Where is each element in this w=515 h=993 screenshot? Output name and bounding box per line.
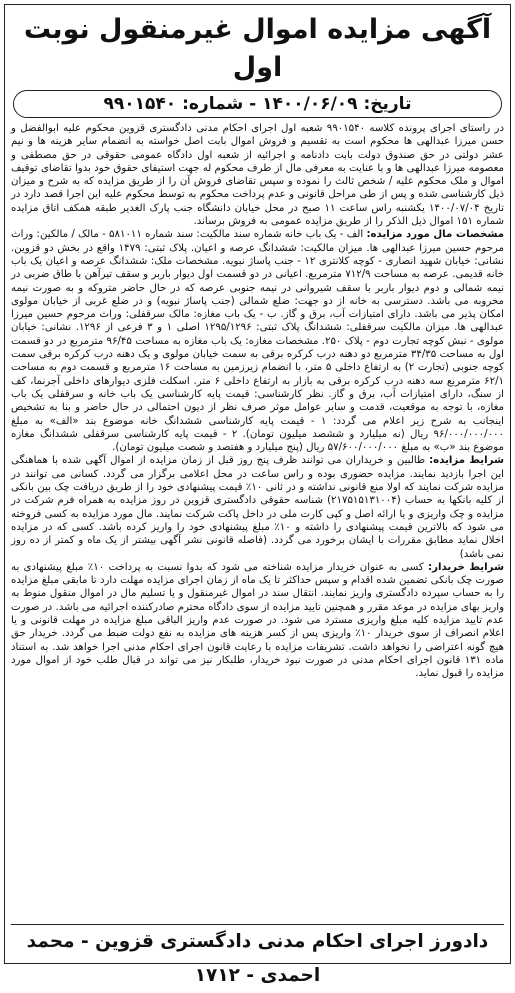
specs-paragraph xyxy=(11,228,504,454)
buyer-text: کسی به عنوان خریدار مزایده شناخته می شود که بدوا نسبت به پرداخت ۱۰٪ مبلغ پیشنهادی به صورت چک بانکی تضمین شده اقدام و سپس حداکثر تا یک ماه از زمان اجرای مزایده مهلت دارد تا مابقی مبلغ مزایده را به حساب سپرده دادگستری واریز نمایند. انتقال سند در اموال غیرمنقول و یا تسلیم مال در اموال منقول منوط به واریز بهای مزایده در موعد مقرر و همچنین تایید مزایده از سوی دادگاه محترم صادرکننده اجرائیه می باشد. در صورت عدم تایید مزایده کلیه مبلغ واریزی مسترد می شود. در صورت عدم واریز الباقی مبلغ مزایده در مهلت قانونی و یا اعلام انصراف از سوی خریدار ۱۰٪ واریزی پس از کسر هزینه های مزایده به نفع دولت ضبط می گردد. خریدار حق هیچ گونه اعتراضی را نخواهد داشت. تشریفات مزایده با رعایت قانون اجرای احکام مدنی اجرا خواهد شد. به استناد ماده ۱۳۱ قانون اجرای احکام مدنی در صورت نبود خریدار، طلبکار نیز می تواند در قبال طلب خود از اموال مورد مزایده را قبول نماید. xyxy=(11,561,504,680)
buyer-heading: شرایط خریدار: xyxy=(428,561,504,573)
terms-heading: شرایط مزایده: xyxy=(429,455,504,467)
intro-paragraph: در راستای اجرای پرونده کلاسه ۹۹۰۱۵۴۰ شعبه اول اجرای احکام مدنی دادگستری قزوین محکوم علیه ابوالفضل و حسن میرزا عبدالهی ها محکوم است به تقسیم و فروش اموال بابت اصل خواسته به انضمام سایر هزینه ها و نیم عشر دولتی در حق صندوق دولت بابت دادنامه و اجرائیه از شعبه اول دادگاه عمومی حقوقی در حق مصطفی و معصومه میرزا عبدالهی ها و با عنایت به معرفی مال از طرف محکوم له جهت استیفای حقوق خود بدوا تقاضای توقیف اموال و ملک محکوم علیه / شخص ثالث را نموده و سپس تقاضای فروش آن را از طریق مزایده که به شرح و میزان ذیل کارشناسی شده و پس از طی مراحل قانونی و عدم پرداخت محکوم به توسط محکوم علیه این اجرا قصد دارد در تاریخ ۱۴۰۰/۰۷/۰۴ یکشنبه راس ساعت ۱۱ صبح در محل خیابان دانشگاه جنب پارک الغدیر طبقه همکف اتاق مزایده شماره ۱۵۱ اموال ذیل الذکر را از طریق مزایده عمومی به فروش برساند. xyxy=(11,123,504,228)
specs-text: الف - یک باب خانه شماره سند مالکیت: سند شماره ۵۸۱۰۱۱ - مالک / مالکین: وراث مرحوم حسین میرزا عبدالهی ها. میزان مالکیت: ششدانگ عرصه و اعیان. پلاک ثبتی: ۱۴۷۹ واقع در بخش دو قزوین. نشانی: خیابان شهید انصاری - کوچه کلانتری ۱۲ - جنب پاساژ نبویه. مشخصات ملک: ششدانگ عرصه و اعیان یک باب خانه قدیمی. عرصه به مساحت ۷۱۲/۹ مترمربع. اعیانی در دو قسمت اول دیوار باربر و سقف تیرآهن با طاق ضربی در نیمه شمالی و دوم دیوار باربر با سقف شیروانی در نیمه جنوبی عرصه که در حال حاضر متروکه و به صورت نیمه مخروبه می باشد. دسترسی به خانه از دو جهت: ضلع شمالی (جنب پاساژ نبویه) و در ضلع غربی از خیابان مولوی امکان پذیر می باشد. دارای امتیازات آب، برق و گاز. ب - یک باب مغازه: مالک سرقفلی: وراث مرحوم حسین میرزا عبدالهی ها. میزان مالکیت سرقفلی: ششدانگ پلاک ثبتی: ۱۲۹۵/۱۲۹۶ اصلی ۱ و ۳ فرعی از ۱۲۹۶. نشانی: خیابان مولوی - نبش کوچه تجارت دوم - پلاک ۲۵۰. مشخصات مغازه: یک باب مغازه به مساحت ۹۶/۴۵ مترمربع در دو قسمت اول به مساحت ۳۴/۳۵ مترمربع دو دهنه درب کرکره برقی به سمت خیابان مولوی و یک دهنه درب کرکره برقی سمت کوچه جنوبی (تجارت ۲) به ارتفاع داخلی ۵ متر، با انضمام زیرزمین به مساحت ۱۶ مترمربع و قسمت دوم به مساحت ۶۲/۱ مترمربع سه دهنه درب کرکره برقی به بازار به ارتفاع داخلی ۶ متر. اسکلت فلزی دیوارهای داخلی آجرنما، کف از سنگ، دارای امتیازات آب، برق و گاز. نظر کارشناسی: قیمت پایه کارشناسی یک باب خانه و سرقفلی یک باب مغازه، با توجه به موقعیت، قدمت و سایر عوامل موثر صرف نظر از دیون احتمالی در حال حاضر و بنا به تشخیص اینجانب به شرح زیر اعلام می گردد: ۱ - قیمت پایه کارشناسی ششدانگ خانه موضوع بند «الف» به مبلغ ۹۶/۰۰۰/۰۰۰/۰۰۰ ریال (نه میلیارد و ششصد میلیون تومان). ۲ - قیمت پایه کارشناسی سرقفلی ششدانگ مغازه موضوع بند «ب» به مبلغ ۵۷/۶۰۰/۰۰۰/۰۰۰ ریال (پنج میلیارد و هفتصد و شصت میلیون تومان). xyxy=(11,229,505,454)
date-number-bar: تاریخ: ۱۴۰۰/۰۶/۰۹ - شماره: ۹۹۰۱۵۴۰ xyxy=(13,90,502,118)
notice-body xyxy=(11,122,504,680)
specs-heading: مشخصات مال مورد مزایده: xyxy=(366,229,505,241)
buyer-paragraph xyxy=(11,561,504,681)
notice-title: آگهی مزایده اموال غیرمنقول نوبت اول xyxy=(23,14,492,83)
signature-footer: دادورز اجرای احکام مدنی دادگستری قزوین - محمد احمدی - ۱۷۱۲ xyxy=(11,924,504,959)
terms-paragraph xyxy=(11,454,504,560)
auction-notice xyxy=(4,4,511,986)
terms-text: طالبین و خریداران می توانند ظرف پنج روز قبل از زمان مزایده از اموال آگهی شده با هماهنگی این اجرا بازدید نمایند. مزایده حضوری بوده و راس ساعت در محل اعلامی برگزار می گردد. کسانی می توانند در مزایده شرکت نمایند که اولا منع قانونی نداشته و در ثانی ۱۰٪ قیمت پیشنهادی خود را از طریق دریافت چک بین بانکی از کلیه بانکها به حساب (۲۱۷۵۱۵۱۳۱۰۰۴) شناسه حقوقی دادگستری قزوین در روز مزایده به همراه فرم شرکت در مزایده و چک واریزی و یا ارائه اصل و کپی کارت ملی در داخل پاکت شرکت نمایند. مال مورد مزایده به کسی فروخته می شود که بالاترین قیمت پیشنهادی را داشته و ۱۰٪ مبلغ پیشنهادی خود را واریز کرده باشد. کسی که در مزایده اخلال نماید مطابق مقررات با ایشان برخورد می گردد. (فاصله قانونی نشر آگهی بیشتر از یک ماه و کمتر از ده روز نمی باشد) xyxy=(11,455,504,560)
